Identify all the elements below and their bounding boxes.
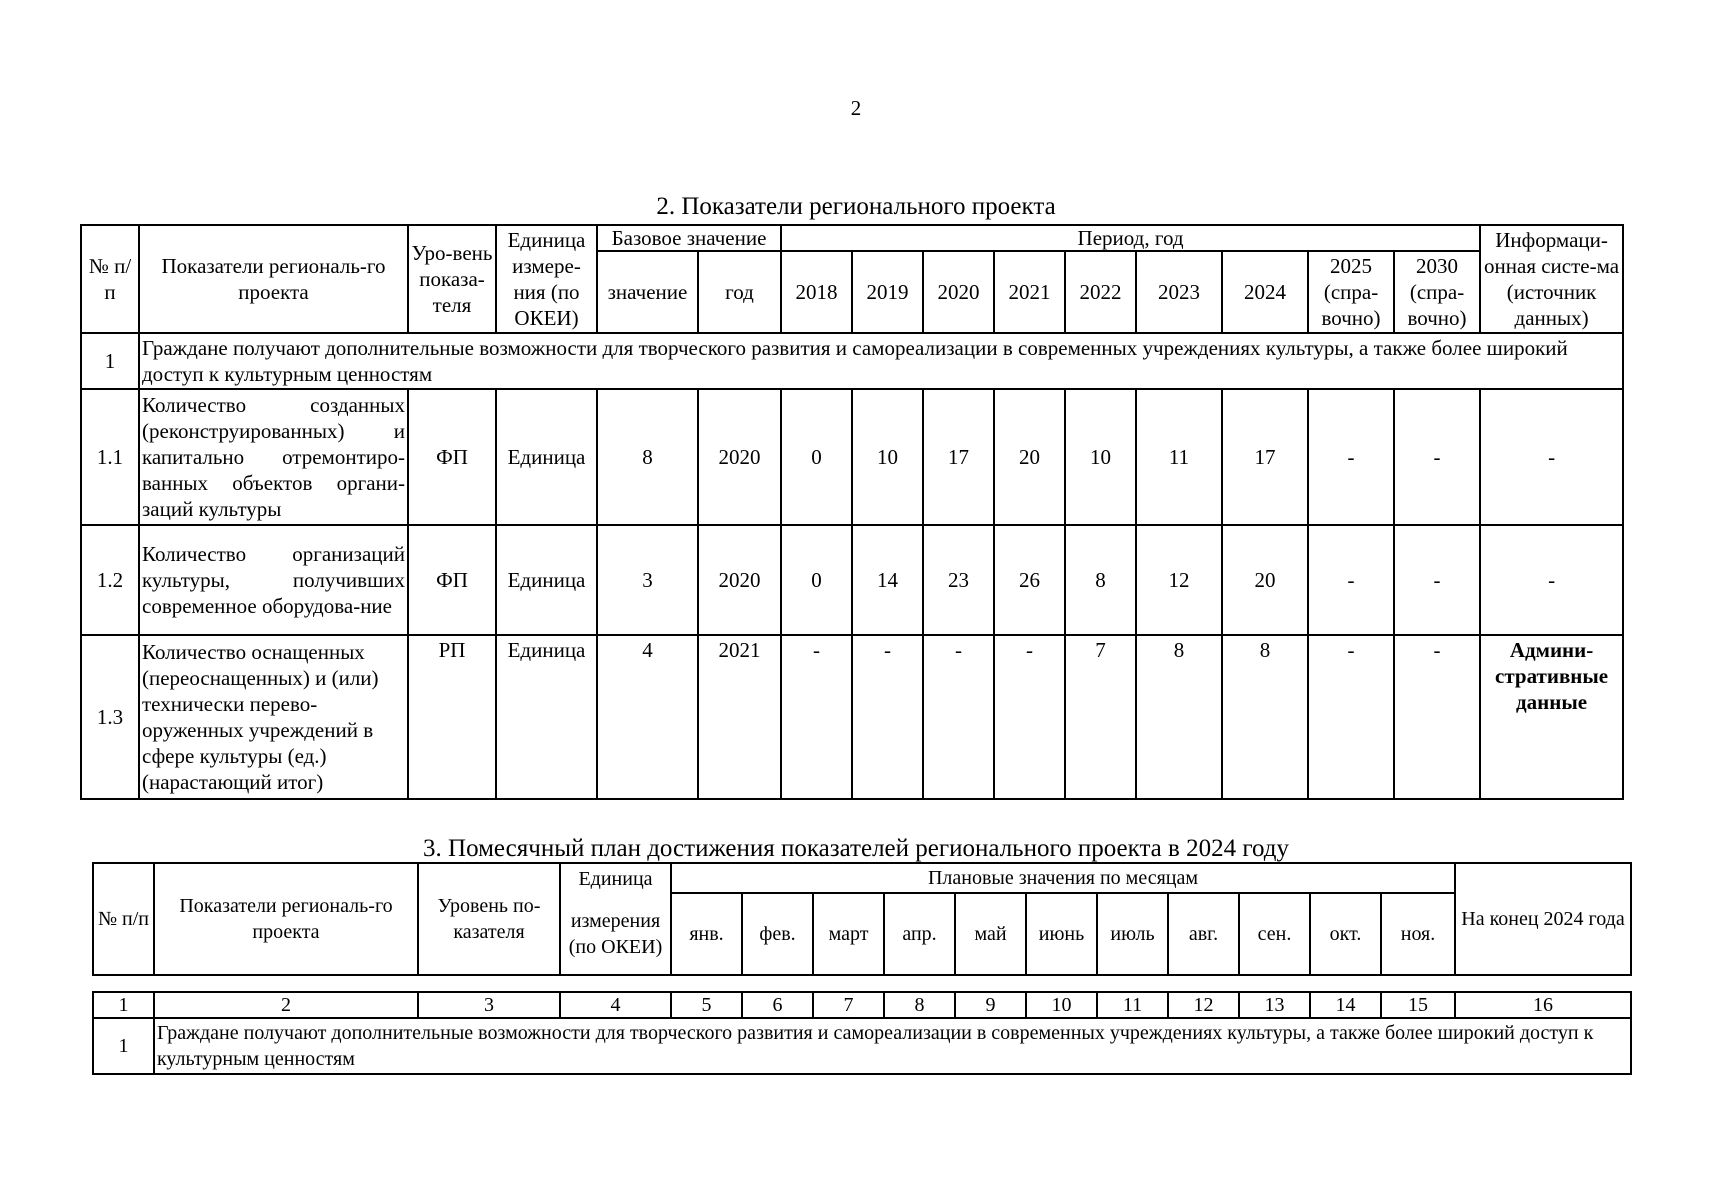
monthly-plan-body-table <box>92 991 1632 1075</box>
header-year: 2019 <box>852 251 923 333</box>
numbering-row <box>93 992 1631 1018</box>
row-base-value: 8 <box>597 389 698 525</box>
header-info: Информаци-онная систе-ма (источник данных) <box>1480 225 1623 333</box>
row-value: - <box>1394 525 1480 635</box>
table-row <box>81 525 1623 635</box>
row-value: 11 <box>1136 389 1222 525</box>
table-row <box>81 635 1623 799</box>
row-unit: Единица <box>496 525 597 635</box>
row-value: - <box>781 635 852 799</box>
header-month: ноя. <box>1381 893 1455 975</box>
row-value: 12 <box>1136 525 1222 635</box>
header-year: 2024 <box>1222 251 1308 333</box>
header-month: июль <box>1097 893 1168 975</box>
header-month: май <box>955 893 1026 975</box>
row-base-year: 2021 <box>698 635 781 799</box>
header-planned: Плановые значения по месяцам <box>671 863 1455 893</box>
row-value: 0 <box>781 525 852 635</box>
header-level: Уровень по-казателя <box>418 863 560 975</box>
row-value: - <box>1394 635 1480 799</box>
indicators-table <box>80 224 1624 800</box>
row-value: 8 <box>1222 635 1308 799</box>
group-text: Граждане получают дополнительные возможности для творческого развития и самореализации в современных учреждениях культуры, а также более широкий доступ к культурным ценностям <box>154 1018 1631 1074</box>
column-number: 8 <box>884 992 955 1018</box>
row-base-value: 3 <box>597 525 698 635</box>
table-row <box>81 389 1623 525</box>
row-base-value: 4 <box>597 635 698 799</box>
row-value: - <box>1308 389 1394 525</box>
row-num: 1.2 <box>81 525 139 635</box>
row-indicator: Количество организаций культуры, получивших современное оборудова-ние <box>139 525 408 635</box>
row-value: 14 <box>852 525 923 635</box>
row-value: - <box>923 635 994 799</box>
column-number: 5 <box>671 992 742 1018</box>
header-year: 2022 <box>1065 251 1136 333</box>
column-number: 15 <box>1381 992 1455 1018</box>
row-value: 20 <box>1222 525 1308 635</box>
row-value: - <box>1308 635 1394 799</box>
header-num: № п/п <box>81 225 139 333</box>
header-month: янв. <box>671 893 742 975</box>
column-number: 6 <box>742 992 813 1018</box>
row-value: 17 <box>923 389 994 525</box>
row-info: Админи-стративные данные <box>1480 635 1623 799</box>
header-base-year: год <box>698 251 781 333</box>
row-level: РП <box>408 635 496 799</box>
header-base: Базовое значение <box>597 225 781 251</box>
header-base-value: значение <box>597 251 698 333</box>
header-row-1 <box>81 225 1623 251</box>
header-year: 2020 <box>923 251 994 333</box>
header-indicator: Показатели региональ-го проекта <box>154 863 418 975</box>
header-row-1 <box>93 863 1631 893</box>
header-period: Период, год <box>781 225 1480 251</box>
row-level: ФП <box>408 389 496 525</box>
header-unit: Единица измере-ния (по ОКЕИ) <box>496 225 597 333</box>
column-number: 11 <box>1097 992 1168 1018</box>
row-value: - <box>1394 389 1480 525</box>
group-row <box>81 333 1623 389</box>
row-value: - <box>994 635 1065 799</box>
row-value: 20 <box>994 389 1065 525</box>
row-indicator: Количество оснащенных (переоснащенных) и (или) технически перево-оруженных учреждений в сфере культуры (ед.) (нарастающий итог) <box>139 635 408 799</box>
row-value: - <box>1308 525 1394 635</box>
header-year: 2025 (спра-вочно) <box>1308 251 1394 333</box>
column-number: 7 <box>813 992 884 1018</box>
header-unit-rest: измерения (по ОКЕИ) <box>560 893 671 975</box>
column-number: 9 <box>955 992 1026 1018</box>
column-number: 3 <box>418 992 560 1018</box>
row-num: 1.3 <box>81 635 139 799</box>
page-number: 2 <box>850 96 862 120</box>
column-number: 12 <box>1168 992 1239 1018</box>
row-base-year: 2020 <box>698 525 781 635</box>
header-year: 2023 <box>1136 251 1222 333</box>
group-row <box>93 1018 1631 1074</box>
header-unit-top: Единица <box>560 863 671 893</box>
section3-title: 3. Помесячный план достижения показателей регионального проекта в 2024 году <box>423 835 1289 862</box>
group-num: 1 <box>81 333 139 389</box>
header-month: июнь <box>1026 893 1097 975</box>
row-indicator: Количество созданных (реконструированных) и капитально отремонтиро-ванных объектов органи-заций культуры <box>139 389 408 525</box>
header-end: На конец 2024 года <box>1455 863 1631 975</box>
column-number: 1 <box>93 992 154 1018</box>
header-level: Уро-вень показа-теля <box>408 225 496 333</box>
row-value: 23 <box>923 525 994 635</box>
column-number: 14 <box>1310 992 1381 1018</box>
column-number: 10 <box>1026 992 1097 1018</box>
row-value: 26 <box>994 525 1065 635</box>
row-value: - <box>852 635 923 799</box>
monthly-plan-header-table <box>92 862 1632 976</box>
section2-title: 2. Показатели регионального проекта <box>656 193 1056 220</box>
row-level: ФП <box>408 525 496 635</box>
header-month: сен. <box>1239 893 1310 975</box>
row-num: 1.1 <box>81 389 139 525</box>
row-value: 8 <box>1065 525 1136 635</box>
column-number: 13 <box>1239 992 1310 1018</box>
group-num: 1 <box>93 1018 154 1074</box>
group-text: Граждане получают дополнительные возможности для творческого развития и самореализации в современных учреждениях культуры, а также более широкий доступ к культурным ценностям <box>139 333 1623 389</box>
row-value: 8 <box>1136 635 1222 799</box>
header-month: авг. <box>1168 893 1239 975</box>
header-year: 2030 (спра-вочно) <box>1394 251 1480 333</box>
row-value: 0 <box>781 389 852 525</box>
header-year: 2021 <box>994 251 1065 333</box>
row-value: 17 <box>1222 389 1308 525</box>
row-info: - <box>1480 525 1623 635</box>
column-number: 2 <box>154 992 418 1018</box>
row-value: 7 <box>1065 635 1136 799</box>
header-month: фев. <box>742 893 813 975</box>
header-num: № п/п <box>93 863 154 975</box>
column-number: 4 <box>560 992 671 1018</box>
header-month: окт. <box>1310 893 1381 975</box>
header-month: апр. <box>884 893 955 975</box>
row-info: - <box>1480 389 1623 525</box>
row-unit: Единица <box>496 635 597 799</box>
row-unit: Единица <box>496 389 597 525</box>
header-year: 2018 <box>781 251 852 333</box>
row-base-year: 2020 <box>698 389 781 525</box>
header-month: март <box>813 893 884 975</box>
row-value: 10 <box>1065 389 1136 525</box>
row-value: 10 <box>852 389 923 525</box>
column-number: 16 <box>1455 992 1631 1018</box>
header-indicator: Показатели региональ-го проекта <box>139 225 408 333</box>
